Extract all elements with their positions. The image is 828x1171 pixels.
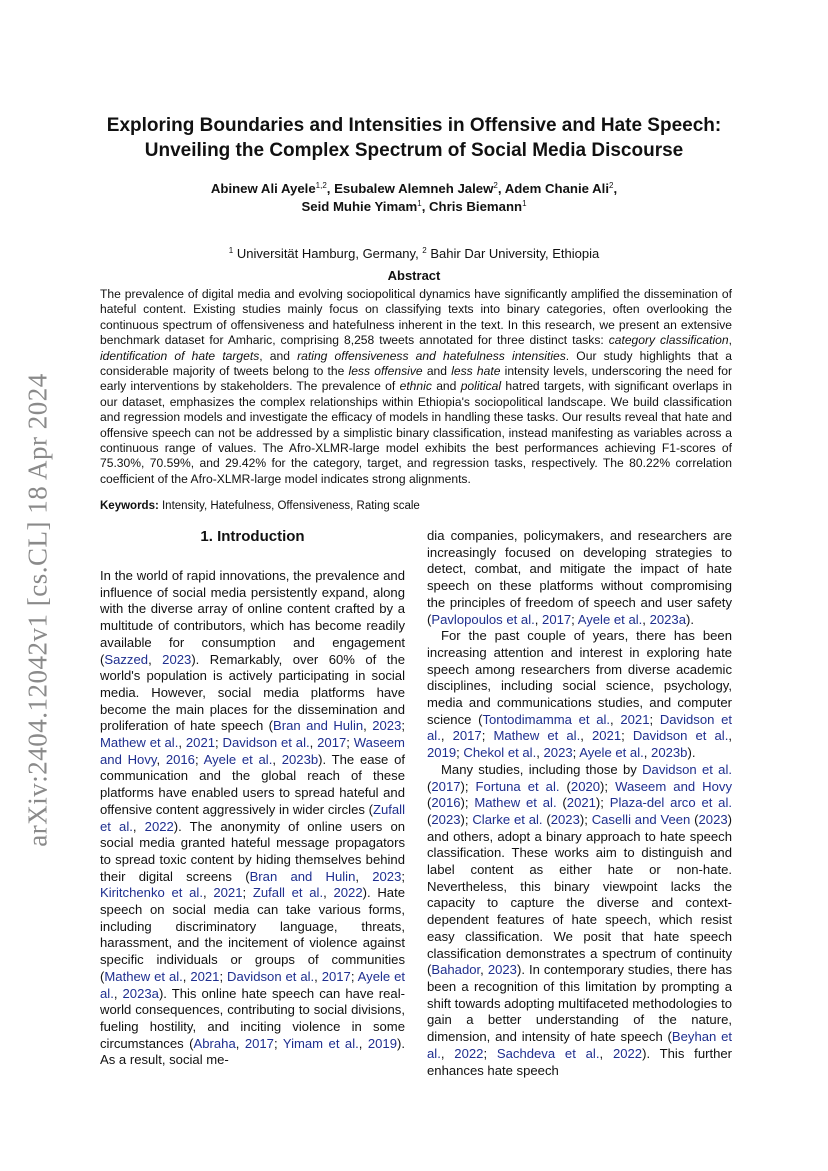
title-line-1: Exploring Boundaries and Intensities in Offensive and Hate Speech: <box>106 115 722 136</box>
citation-link[interactable]: Davidson et al. <box>642 761 732 777</box>
citation-link[interactable]: 2022 <box>333 885 363 901</box>
citation-link[interactable]: Tontodimamma et al. <box>482 711 611 727</box>
citation-link[interactable]: Bran and Hulin <box>249 868 356 884</box>
citation-link[interactable]: Clarke et al. <box>472 811 543 827</box>
citation-link[interactable]: Ayele et al. <box>577 611 643 627</box>
citation-link[interactable]: 2019 <box>367 1035 397 1051</box>
citation-link[interactable]: Pavlopoulos et al. <box>431 611 535 627</box>
citation-link[interactable]: Chekol et al. <box>463 745 537 761</box>
citation-link[interactable]: 2021 <box>620 711 650 727</box>
arxiv-identifier: arXiv:2404.12042v1 [cs.CL] 18 Apr 2024 <box>22 373 53 847</box>
citation-link[interactable]: 2021 <box>190 968 220 984</box>
section-heading: 1. Introduction <box>200 528 305 545</box>
citation-link[interactable]: 2023 <box>431 811 461 827</box>
citation-link[interactable]: 2017 <box>452 728 482 744</box>
citation-link[interactable]: Davidson et al. <box>227 968 315 984</box>
citation-link[interactable]: Bahador <box>431 962 481 978</box>
citation-link[interactable]: 2022 <box>144 818 174 834</box>
author-affil-mark: 2 <box>609 181 614 190</box>
citation-link[interactable]: Davidson et al. <box>222 735 310 751</box>
citation-link[interactable]: Yimam et al. <box>282 1035 359 1051</box>
citation-link[interactable]: Sazzed <box>104 651 149 667</box>
arxiv-sidebar <box>16 360 60 860</box>
keywords-label: Keywords: <box>100 500 159 512</box>
citation-link[interactable]: 2023 <box>372 718 402 734</box>
citation-link[interactable]: Waseem and Hovy <box>615 778 732 794</box>
author-name: Seid Muhie Yimam <box>301 199 418 214</box>
citation-link[interactable]: 2023b <box>651 745 688 761</box>
citation-link[interactable]: Caselli and Veen <box>591 811 691 827</box>
author-name: Adem Chanie Ali <box>504 181 609 196</box>
citation-link[interactable]: 2023 <box>543 745 573 761</box>
citation-link[interactable]: Zufall et al. <box>100 801 405 834</box>
citation-link[interactable]: 2023 <box>487 962 517 978</box>
citation-link[interactable]: 2023a <box>649 611 686 627</box>
affiliations: $^1$ Universität Hamburg, Germany, $^2$ Bahir Dar University, Ethiopia <box>228 246 600 261</box>
author-name: Esubalew Alemneh Jalew <box>334 181 494 196</box>
citation-link[interactable]: Mathew et al. <box>493 728 581 744</box>
citation-link[interactable]: Bran and Hulin <box>273 718 364 734</box>
citation-link[interactable]: Mathew et al. <box>104 968 183 984</box>
citation-link[interactable]: 2023 <box>550 811 580 827</box>
citation-link[interactable]: 2019 <box>427 745 457 761</box>
citation-link[interactable]: 2022 <box>454 1045 484 1061</box>
author-name: Abinew Ali Ayele <box>210 181 316 196</box>
right-column <box>427 528 732 1079</box>
citation-link[interactable]: 2020 <box>570 778 601 794</box>
citation-link[interactable]: 2023 <box>698 811 728 827</box>
citation-link[interactable]: Beyhan et al. <box>427 1029 733 1061</box>
citation-link[interactable]: 2023b <box>281 751 319 767</box>
author-affil-mark: 2 <box>493 181 498 190</box>
citation-link[interactable]: 2017 <box>431 778 461 794</box>
citation-link[interactable]: Ayele et al. <box>203 751 273 767</box>
author-affil-mark: 1 <box>417 199 422 208</box>
citation-link[interactable]: 2016 <box>431 795 461 811</box>
citation-link[interactable]: Zufall et al. <box>252 885 324 901</box>
citation-link[interactable]: 2021 <box>185 735 216 751</box>
citation-link[interactable]: Abraha <box>193 1035 236 1051</box>
citation-link[interactable]: 2022 <box>612 1045 643 1061</box>
citation-link[interactable]: 2017 <box>321 968 351 984</box>
citation-link[interactable]: Waseem and Hovy <box>100 735 405 767</box>
abstract-heading: Abstract <box>387 268 441 283</box>
citation-link[interactable]: 2023a <box>122 985 159 1001</box>
citation-link[interactable]: 2017 <box>542 611 572 627</box>
title-line-2: Unveiling the Complex Spectrum of Social Media Discourse <box>144 140 684 161</box>
author-line-2: Seid Muhie Yimam$^1$, Chris Biemann$^1$ <box>301 199 527 214</box>
citation-link[interactable]: 2023 <box>162 651 192 667</box>
intro-paragraph-3: For the past couple of years, there has been increasing attention and interest in exploring hate speech among researchers from diverse academic disciplines, including social science, psychology, media and communications studies, and computer science (Tontodimamma et al., 2021; Davidson et al., 2017; Mathew et al., 2021; Davidson et al., 2019; Chekol et al., 2023; Ayele et al., 2023b). <box>427 628 732 761</box>
citation-link[interactable]: Plaza-del arco et al. <box>609 795 733 811</box>
citation-link[interactable]: 2017 <box>244 1035 274 1051</box>
citation-link[interactable]: 2021 <box>213 885 243 901</box>
intro-paragraph-4: Many studies, including those by Davidson et al. (2017); Fortuna et al. (2020); Waseem and Hovy (2016); Mathew et al. (2021); Plaza-del arco et al. (2023); Clarke et al. (2023); Caselli and Veen (2023) and others, adopt a binary approach to hate speech classification. These works aim to distinguish and label content as either hate or non-hate. Nevertheless, this binary viewpoint lacks the capacity to capture the diverse and context-dependent features of hate speech, which resist easy classification. We posit that hate speech classification demonstrates a spectrum of continuity (Bahador, 2023). In contemporary studies, there has been a recognition of this limitation by prompting a shift towards adopting multifaceted methodologies to gain a better understanding of the nature, dimension, and intensity of hate speech (Beyhan et al., 2022; Sachdeva et al., 2022). This further enhances hate speech <box>427 761 733 1078</box>
citation-link[interactable]: Davidson et al. <box>632 728 729 744</box>
intro-paragraph-2: dia companies, policymakers, and researchers are increasingly focused on developing strategies to detect, combat, and mitigate the impact of hate speech on these platforms without compromising the principles of freedom of speech and user safety (Pavlopoulos et al., 2017; Ayele et al., 2023a). <box>427 528 732 627</box>
citation-link[interactable]: 2023 <box>372 868 402 884</box>
citation-link[interactable]: 2016 <box>165 751 195 767</box>
author-affil-mark: 1 <box>522 199 527 208</box>
keywords-list: Intensity, Hatefulness, Offensiveness, Rating scale <box>158 500 420 512</box>
paper-title <box>80 113 748 163</box>
citation-link[interactable]: Fortuna et al. <box>475 778 560 794</box>
abstract-text: The prevalence of digital media and evolving sociopolitical dynamics have significantly amplified the dissemination of hateful content. Existing studies mainly focus on classifying texts into binary categories, often overlooking the continuous spectrum of offensiveness and hatefulness inherent in the text. In this research, we present an extensive benchmark dataset for Amharic, comprising 8,258 tweets annotated for three distinct tasks: category classification, identification of hate targets, and rating offensiveness and hatefulness intensities. Our study highlights that a considerable majority of tweets belong to the less offensive and less hate intensity levels, underscoring the need for early interventions by stakeholders. The prevalence of ethnic and political hatred targets, with significant overlaps in our dataset, emphasizes the complex relationships within Ethiopia's sociopolitical landscape. We build classification and regression models and investigate the efficacy of models in handling these tasks. Our results reveal that hate and offensive speech can not be addressed by a simplistic binary classification, instead manifesting as variables across a continuous range of values. The Afro-XLMR-large model exhibits the best performances achieving F1-scores of 75.30%, 70.59%, and 29.42% for the category, target, and regression tasks, respectively. The 80.22% correlation coefficient of the Afro-XLMR-large model indicates strong alignments. <box>100 287 733 486</box>
citation-link[interactable]: Davidson et al. <box>427 711 732 744</box>
left-column <box>100 528 405 1069</box>
citation-link[interactable]: Sachdeva et al. <box>496 1045 600 1061</box>
citation-link[interactable]: Mathew et al. <box>100 735 179 751</box>
citation-link[interactable]: Mathew et al. <box>474 795 557 811</box>
citation-link[interactable]: 2021 <box>566 795 596 811</box>
citation-link[interactable]: 2021 <box>591 728 622 744</box>
citation-link[interactable]: Ayele et al. <box>100 968 406 1001</box>
citation-link[interactable]: Kiritchenko et al. <box>100 885 203 901</box>
author-line-1: Abinew Ali Ayele$^{1,2}$, Esubalew Alemneh Jalew$^2$, Adem Chanie Ali$^2$, <box>210 181 618 196</box>
keywords <box>100 500 732 512</box>
citation-link[interactable]: 2017 <box>317 735 347 751</box>
citation-link[interactable]: Ayele et al. <box>579 745 644 761</box>
author-affil-mark: 1,2 <box>315 181 327 190</box>
author-list <box>80 180 748 216</box>
intro-paragraph-1: In the world of rapid innovations, the prevalence and influence of social media persistently expand, along with the diverse array of online content crafted by a multitude of contributors, which has become readily available for consumption and engagement (Sazzed, 2023). Remarkably, over 60% of the world's population is actively participating in social media. However, social media platforms have become the main places for the dissemination and proliferation of hate speech (Bran and Hulin, 2023; Mathew et al., 2021; Davidson et al., 2017; Waseem and Hovy, 2016; Ayele et al., 2023b). The ease of communication and the global reach of these platforms have enabled users to spread hateful and offensive content aggressively in wider circles (Zufall et al., 2022). The anonymity of online users on social media granted hateful message propagators to spread toxic content by hiding themselves behind their digital screens (Bran and Hulin, 2023; Kiritchenko et al., 2021; Zufall et al., 2022). Hate speech on social media can take various forms, including discriminatory language, threats, harassment, and the incitement of violence against specific individuals or groups of communities (Mathew et al., 2021; Davidson et al., 2017; Ayele et al., 2023a). This online hate speech can have real-world consequences, contributing to social divisions, fueling hostility, and inciting violence in some circumstances (Abraha, 2017; Yimam et al., 2019). As a result, social me- <box>100 568 406 1068</box>
author-name: Chris Biemann <box>429 199 523 214</box>
